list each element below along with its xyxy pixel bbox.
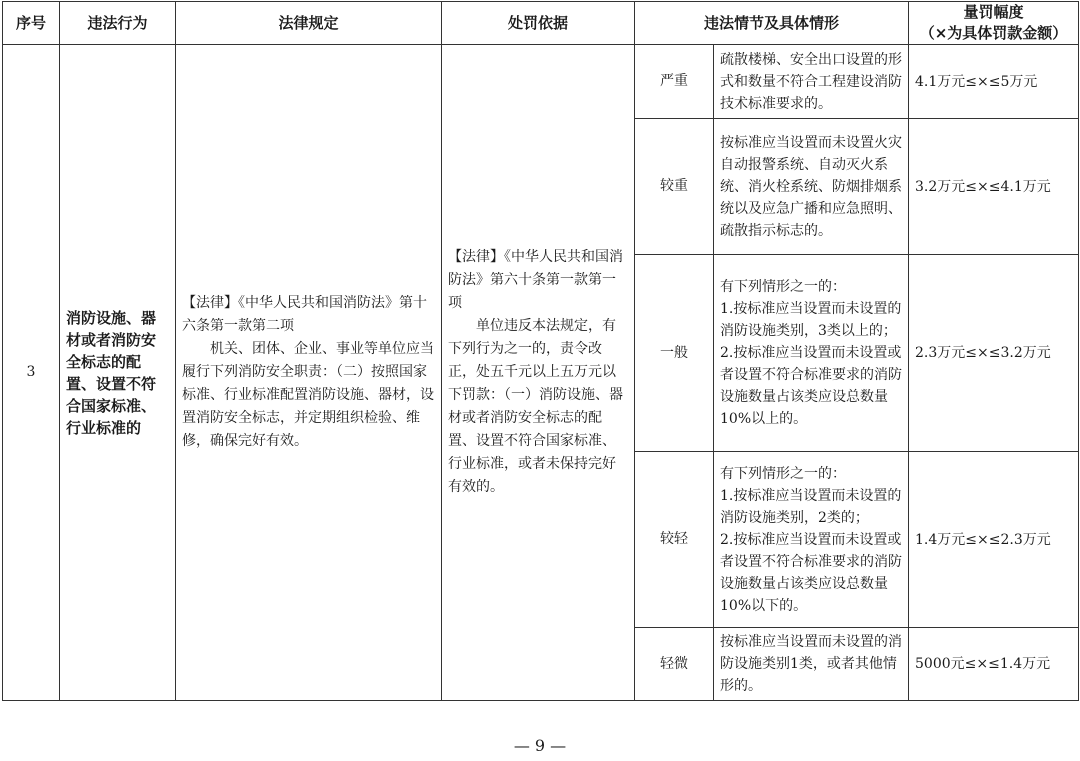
severity-lighter: 较轻: [635, 452, 714, 628]
header-basis: 处罚依据: [442, 2, 635, 45]
header-law: 法律规定: [176, 2, 442, 45]
header-row: [3, 2, 1079, 45]
header-range: [909, 2, 1079, 45]
penalty-table: [2, 1, 1079, 701]
range-general: 2.3万元≤×≤3.2万元: [909, 255, 1079, 452]
header-seq: 序号: [3, 2, 60, 45]
header-range-line1: 量罚幅度: [963, 3, 1024, 21]
detail-heavier: 按标准应当设置而未设置火灾自动报警系统、自动灭火系统、消火栓系统、防烟排烟系统以及应急广播和应急照明、疏散指示标志的。: [714, 119, 909, 255]
row-law: 【法律】《中华人民共和国消防法》第十六条第一款第二项 机关、团体、企业、事业等单位应当履行下列消防安全职责：（二）按照国家标准、行业标准配置消防设施、器材，设置消防安全标志，并定期组织检验、维修，确保完好有效。: [176, 45, 442, 701]
detail-minor: 按标准应当设置而未设置的消防设施类别1类，或者其他情形的。: [714, 628, 909, 701]
severity-general: 一般: [635, 255, 714, 452]
detail-general: 有下列情形之一的： 1.按标准应当设置而未设置的消防设施类别，3类以上的； 2.按标准应当设置而未设置或者设置不符合标准要求的消防设施数量占该类应设总数量10%以上的。: [714, 255, 909, 452]
header-range-line2: （×为具体罚款金额）: [919, 24, 1068, 42]
severity-serious: 严重: [635, 45, 714, 119]
header-circumstance: 违法情节及具体情形: [635, 2, 909, 45]
row-basis: 【法律】《中华人民共和国消防法》第六十条第一款第一项 单位违反本法规定，有下列行为之一的，责令改正，处五千元以上五万元以下罚款：（一）消防设施、器材或者消防安全标志的配置、设置不符合国家标准、行业标准，或者未保持完好有效的。: [442, 45, 635, 701]
row-seq: 3: [3, 45, 60, 701]
table-row: [3, 45, 1079, 119]
row-behavior: 消防设施、器材或者消防安全标志的配置、设置不符合国家标准、行业标准的: [60, 45, 176, 701]
severity-minor: 轻微: [635, 628, 714, 701]
header-behavior: 违法行为: [60, 2, 176, 45]
detail-lighter: 有下列情形之一的： 1.按标准应当设置而未设置的消防设施类别，2类的； 2.按标准应当设置而未设置或者设置不符合标准要求的消防设施数量占该类应设总数量10%以下的。: [714, 452, 909, 628]
severity-heavier: 较重: [635, 119, 714, 255]
range-lighter: 1.4万元≤×≤2.3万元: [909, 452, 1079, 628]
range-serious: 4.1万元≤×≤5万元: [909, 45, 1079, 119]
range-minor: 5000元≤×≤1.4万元: [909, 628, 1079, 701]
page-number: — 9 —: [513, 736, 567, 755]
detail-serious: 疏散楼梯、安全出口设置的形式和数量不符合工程建设消防技术标准要求的。: [714, 45, 909, 119]
range-heavier: 3.2万元≤×≤4.1万元: [909, 119, 1079, 255]
